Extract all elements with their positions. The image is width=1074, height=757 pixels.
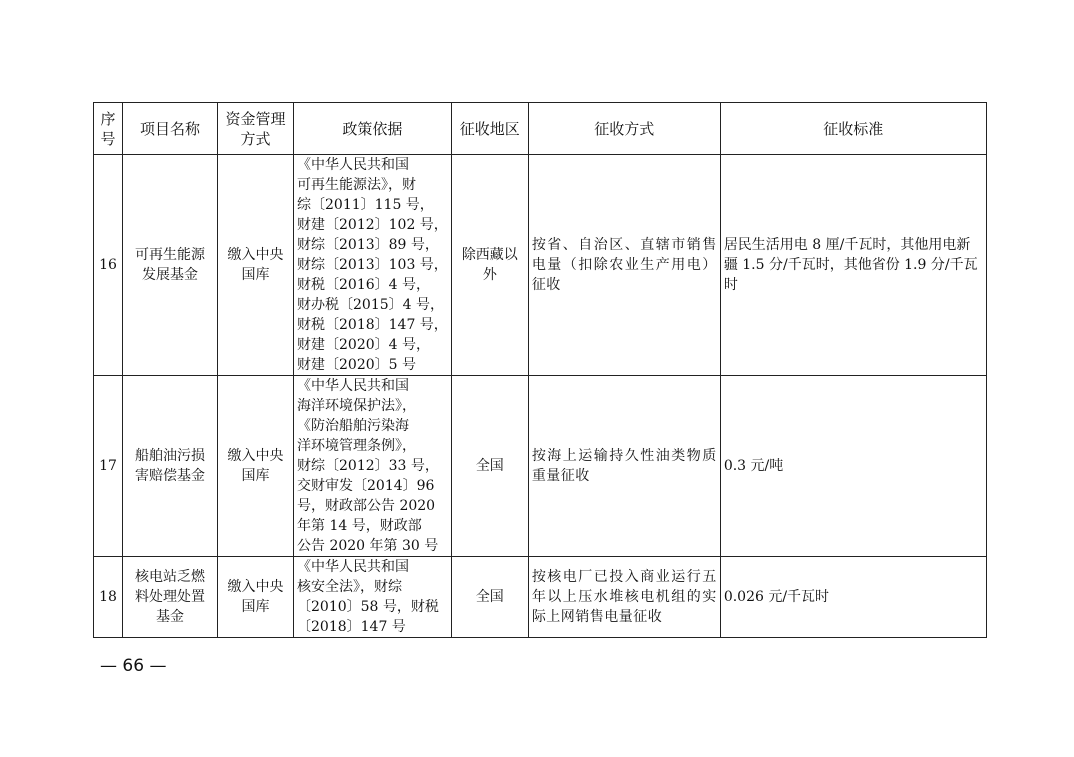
row-fund-mgmt: 缴入中央 国库	[218, 376, 294, 557]
policy-line: 《中华人民共和国	[297, 559, 409, 575]
row-seq: 17	[94, 376, 123, 557]
header-seq: 序 号	[94, 103, 123, 155]
policy-line: 〔2010〕58 号，财税	[297, 599, 439, 615]
policy-line: 《防治船舶污染海	[297, 418, 409, 434]
row-policy	[294, 557, 452, 638]
row-region: 全国	[451, 376, 528, 557]
policy-line: 公告 2020 年第 30 号	[297, 538, 439, 554]
row-standard: 0.026 元/千瓦时	[720, 557, 986, 638]
policy-line: 《中华人民共和国	[297, 378, 409, 394]
policy-line: 财税〔2016〕4 号，	[297, 277, 430, 293]
policy-line: 号，财政部公告 2020	[297, 498, 436, 514]
row-method: 按海上运输持久性油类物质重量征收	[528, 376, 720, 557]
policy-line: 财办税〔2015〕4 号，	[297, 297, 444, 313]
row-method: 按核电厂已投入商业运行五年以上压水堆核电机组的实际上网销售电量征收	[528, 557, 720, 638]
row-standard: 0.3 元/吨	[720, 376, 986, 557]
table-row	[94, 376, 987, 557]
policy-line: 财综〔2013〕89 号，	[297, 237, 439, 253]
policy-line: 可再生能源法》，财	[297, 177, 416, 193]
header-standard: 征收标准	[720, 103, 986, 155]
fee-table	[93, 102, 987, 638]
row-policy	[294, 376, 452, 557]
policy-line: 〔2018〕147 号	[297, 619, 406, 635]
policy-line: 财建〔2020〕4 号，	[297, 337, 430, 353]
header-method: 征收方式	[528, 103, 720, 155]
policy-line: 年第 14 号，财政部	[297, 518, 422, 534]
policy-line: 核安全法》，财综	[297, 579, 402, 595]
header-name: 项目名称	[123, 103, 218, 155]
policy-line: 财综〔2012〕33 号，	[297, 458, 439, 474]
row-fund-mgmt: 缴入中央 国库	[218, 155, 294, 376]
policy-line: 财综〔2013〕103 号，	[297, 257, 448, 273]
row-seq: 16	[94, 155, 123, 376]
policy-line: 《中华人民共和国	[297, 157, 409, 173]
page-number: — 66 —	[100, 656, 167, 676]
row-fund-mgmt: 缴入中央 国库	[218, 557, 294, 638]
policy-line: 综〔2011〕115 号，	[297, 197, 434, 213]
policy-line: 财税〔2018〕147 号，	[297, 317, 448, 333]
table-row	[94, 155, 987, 376]
table-row	[94, 557, 987, 638]
row-policy	[294, 155, 452, 376]
policy-line: 洋环境管理条例》，	[297, 438, 416, 454]
table-header-row	[94, 103, 987, 155]
row-name: 可再生能源 发展基金	[123, 155, 218, 376]
row-name: 核电站乏燃 料处理处置 基金	[123, 557, 218, 638]
policy-line: 交财审发〔2014〕96	[297, 478, 435, 494]
header-region: 征收地区	[451, 103, 528, 155]
row-seq: 18	[94, 557, 123, 638]
policy-line: 海洋环境保护法》，	[297, 398, 416, 414]
row-name: 船舶油污损 害赔偿基金	[123, 376, 218, 557]
row-region: 除西藏以 外	[451, 155, 528, 376]
row-method: 按省、自治区、直辖市销售电量（扣除农业生产用电）征收	[528, 155, 720, 376]
policy-line: 财建〔2012〕102 号，	[297, 217, 448, 233]
row-region: 全国	[451, 557, 528, 638]
row-standard: 居民生活用电 8 厘/千瓦时，其他用电新疆 1.5 分/千瓦时，其他省份 1.9 分/千瓦时	[720, 155, 986, 376]
policy-line: 财建〔2020〕5 号	[297, 357, 416, 373]
header-fund-mgmt: 资金管理 方式	[218, 103, 294, 155]
header-policy: 政策依据	[294, 103, 452, 155]
